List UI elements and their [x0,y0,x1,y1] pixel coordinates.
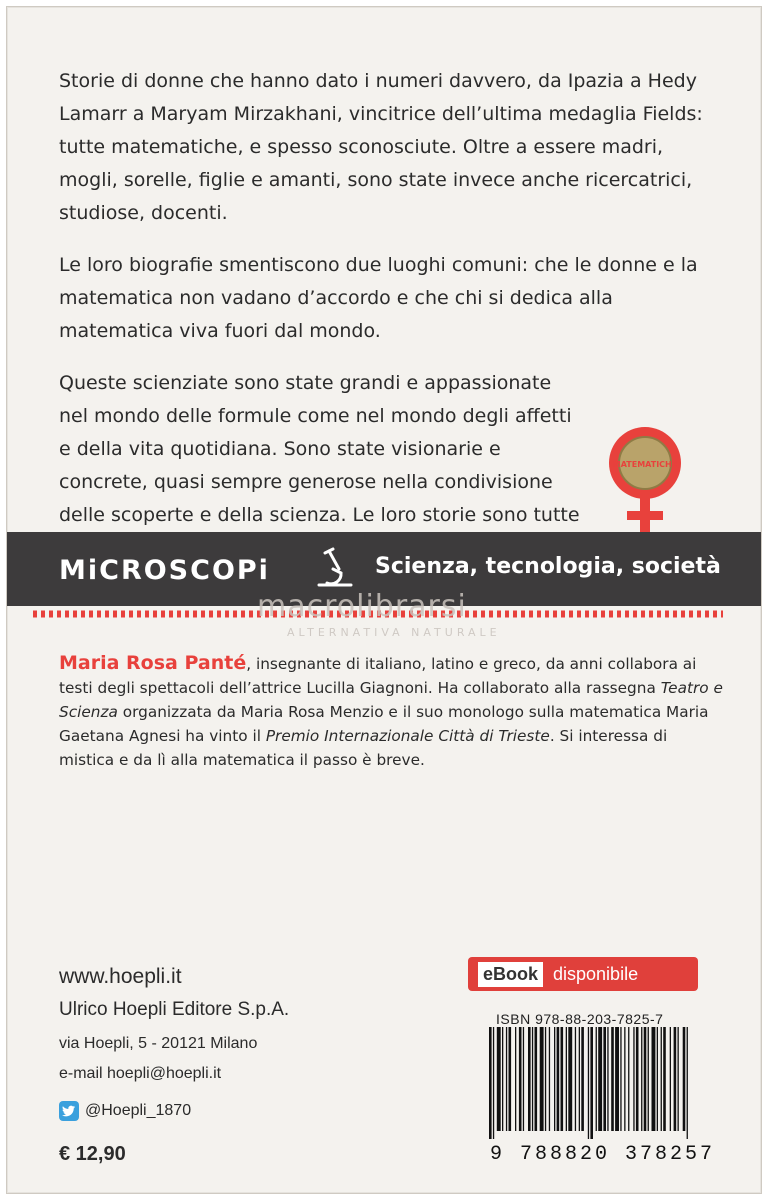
bio-text-1: , insegnante di italiano, latino e greco, da anni collabora ai testi degli spettacoli dell’attrice Lucilla Giagnoni. Ha collaborato alla rassegna [59,655,697,697]
barcode-bar [506,1027,507,1131]
barcode-bar [588,1027,589,1139]
microscope-icon [311,545,357,591]
barcode-bar [620,1027,621,1131]
blurb-paragraph-1: Storie di donne che hanno dato i numeri davvero, da Ipazia a Hedy Lamarr a Maryam Mirzakhani, vincitrice dell’ultima medaglia Fields: tutte matematiche, e spesso sconosciute. Oltre a essere madri, mogli, sorelle, figlie e amanti, sono state invece anche ricercatrici, studiose, docenti. [59,70,703,224]
watermark-sub: ALTERNATIVA NATURALE [287,626,501,639]
barcode-bar [661,1027,662,1131]
barcode-number: 9 788820 378257 [490,1143,716,1166]
series-tagline: Scienza, tecnologia, società [375,554,721,579]
barcode-bar [687,1027,688,1139]
barcode-bar [540,1027,544,1131]
price: € 12,90 [59,1143,126,1165]
barcode-bar [670,1027,671,1131]
publisher-email[interactable]: e-mail hoepli@hoepli.it [59,1065,222,1082]
barcode-bar [648,1027,649,1131]
barcode-bar [636,1027,639,1131]
watermark-brand: macrolibrarsi [257,589,467,624]
barcode-bar [628,1027,629,1131]
barcode-bar [545,1027,546,1131]
barcode-bar [502,1027,503,1131]
barcode-bar [590,1027,593,1139]
isbn: ISBN 978-88-203-7825-7 [496,1011,664,1027]
barcode-bar [497,1027,501,1131]
barcode-bar [566,1027,567,1131]
barcode-bar [633,1027,634,1131]
barcode-bar [519,1027,522,1131]
barcode [485,1027,693,1139]
bio-italic-2: Premio Internazionale Città di Trieste [265,727,550,745]
author-bio [59,651,723,772]
barcode-bar [598,1027,602,1131]
barcode-bar [581,1027,584,1131]
barcode-bar [523,1027,524,1131]
barcode-bar [615,1027,619,1131]
publisher-website[interactable]: www.hoepli.it [59,965,182,988]
barcode-bar [663,1027,666,1131]
bio-italic-1: Teatro e Scienza [59,679,723,721]
ebook-badge [468,957,698,991]
publisher-twitter[interactable] [59,1101,191,1121]
barcode-bar [652,1027,656,1131]
barcode-bar [611,1027,614,1131]
barcode-bar [535,1027,538,1131]
barcode-bar [641,1027,642,1131]
barcode-bar [528,1027,531,1131]
barcode-bar [568,1027,572,1131]
book-back-cover [6,6,762,1194]
publisher-address: via Hoepli, 5 - 20121 Milano [59,1035,258,1052]
barcode-bar [554,1027,555,1131]
ebook-label: eBook [478,962,543,987]
venus-medal-icon [589,423,709,543]
barcode-bar [561,1027,564,1131]
barcode-bar [515,1027,516,1131]
barcode-bar [678,1027,679,1131]
barcode-bar [674,1027,677,1131]
barcode-bar [644,1027,647,1131]
barcode-bar [489,1027,492,1139]
barcode-bar [532,1027,533,1131]
barcode-bar [657,1027,658,1131]
barcode-bar [596,1027,597,1131]
bio-text-3: . Si interessa di mistica e da lì alla matematica il passo è breve. [59,727,668,769]
series-name: MiCROSCOPi [59,555,270,586]
barcode-bar [557,1027,560,1131]
barcode-bar [575,1027,576,1131]
watermark [257,589,501,639]
publisher-name: Ulrico Hoepli Editore S.p.A. [59,999,290,1020]
blurb-paragraph-2: Le loro biografie smentiscono due luoghi comuni: che le donne e la matematica non vadano d’accordo e che chi si dedica alla matematica viva fuori dal mondo. [59,254,698,342]
barcode-bar [624,1027,625,1131]
medal-label: MATEMATICHE [612,460,678,469]
barcode-bar [603,1027,606,1131]
barcode-bar [607,1027,608,1131]
barcode-bar [509,1027,512,1131]
barcode-bar [579,1027,580,1131]
ebook-available: disponibile [553,963,639,984]
barcode-bar [683,1027,686,1131]
blurb-paragraph-3: Queste scienziate sono state grandi e appassionate nel mondo delle formule come nel mondo degli affetti e della vita quotidiana. Sono state visionarie e concrete, quasi sempre generose nella condivisione delle scoperte e della scienza. Le loro storie sono tutte [59,372,580,526]
twitter-icon [59,1101,79,1121]
barcode-bar [549,1027,550,1131]
bio-text-2: organizzata da Maria Rosa Menzio e il suo monologo sulla matematica Maria Gaetana Agnesi ha vinto il [59,703,709,745]
barcode-bar [493,1027,494,1139]
twitter-handle: @Hoepli_1870 [85,1102,192,1119]
author-name: Maria Rosa Panté [59,652,247,674]
